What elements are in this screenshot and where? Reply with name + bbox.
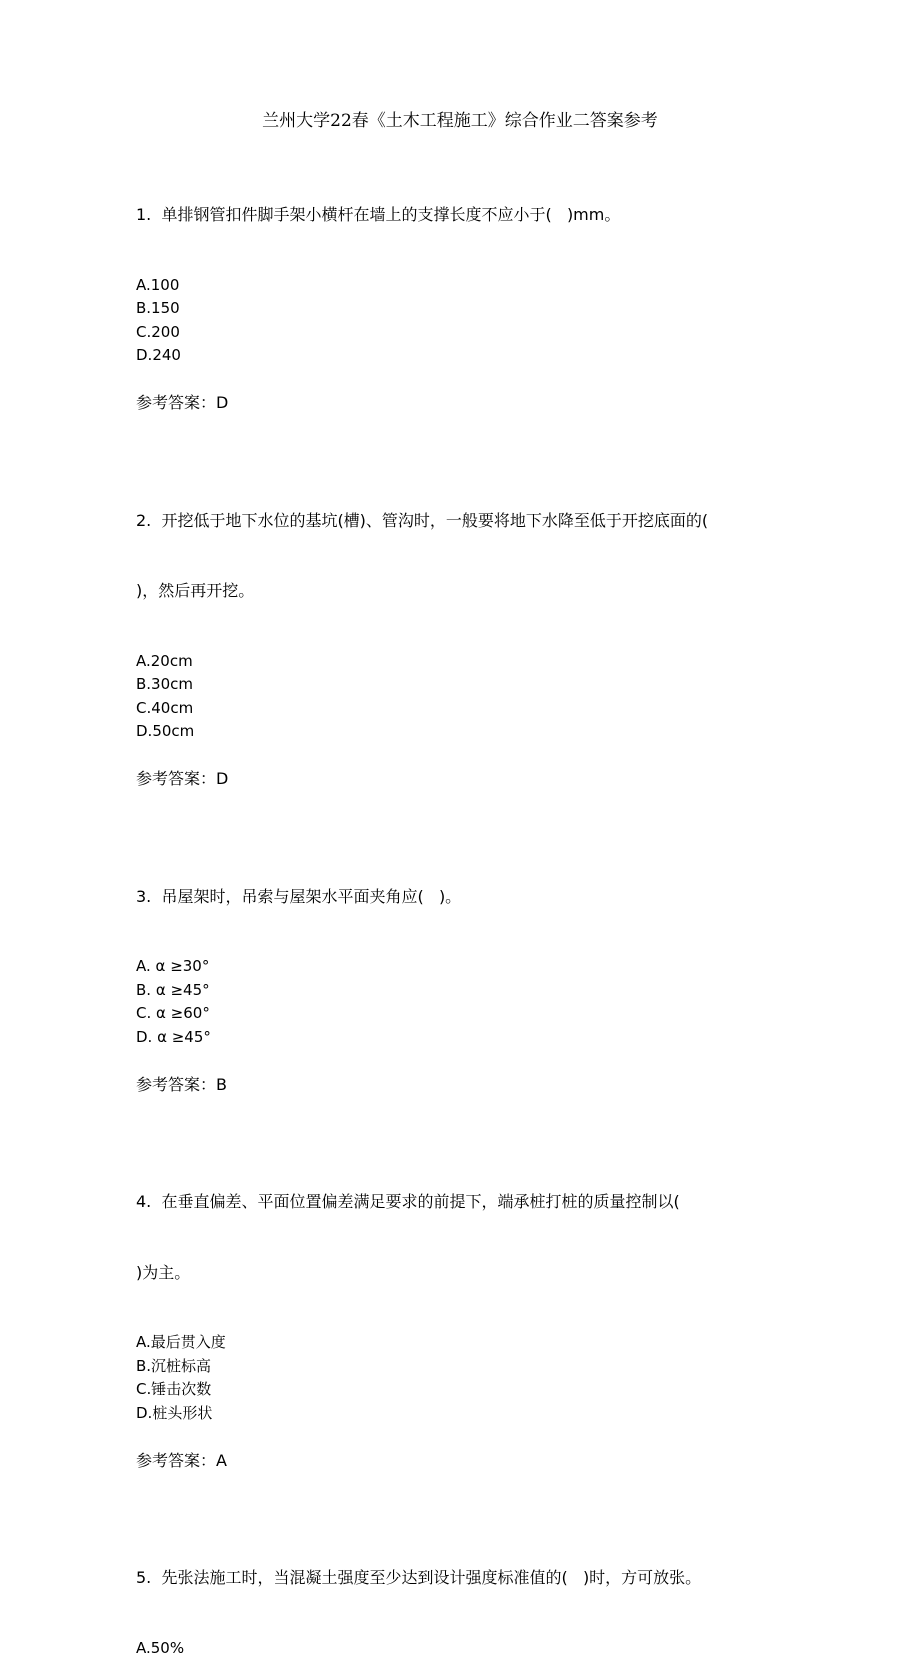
option-c: C. α ≥60° [136, 1002, 796, 1026]
option-c: C.锤击次数 [136, 1378, 796, 1402]
question-1 [136, 156, 796, 415]
option-c: C.200 [136, 321, 796, 345]
option-a: A.最后贯入度 [136, 1331, 796, 1355]
option-b: B. α ≥45° [136, 979, 796, 1003]
option-b: B.沉桩标高 [136, 1355, 796, 1379]
option-a: A.50% [136, 1637, 796, 1660]
reference-answer: 参考答案：D [136, 767, 796, 791]
question-list [136, 156, 796, 1660]
option-d: D.桩头形状 [136, 1402, 796, 1426]
question-stem-line: 2. 开挖低于地下水位的基坑(槽)、管沟时，一般要将地下水降至低于开挖底面的( [136, 509, 796, 533]
question-stem [136, 462, 796, 650]
question-4 [136, 1143, 796, 1472]
question-3 [136, 838, 796, 1097]
question-stem [136, 838, 796, 956]
option-d: D.240 [136, 344, 796, 368]
option-a: A.100 [136, 274, 796, 298]
option-d: D. α ≥45° [136, 1026, 796, 1050]
spacer [136, 415, 796, 462]
question-stem-line: 5. 先张法施工时，当混凝土强度至少达到设计强度标准值的( )时，方可放张。 [136, 1566, 796, 1590]
option-d: D.50cm [136, 720, 796, 744]
option-b: B.30cm [136, 673, 796, 697]
spacer [136, 791, 796, 838]
option-a: A.20cm [136, 650, 796, 674]
reference-answer: 参考答案：D [136, 391, 796, 415]
question-stem-line: )，然后再开挖。 [136, 579, 796, 603]
option-c: C.40cm [136, 697, 796, 721]
question-stem [136, 156, 796, 274]
reference-answer: 参考答案：A [136, 1449, 796, 1473]
question-stem [136, 1519, 796, 1637]
spacer [136, 1096, 796, 1143]
spacer [136, 1472, 796, 1519]
question-2 [136, 462, 796, 791]
reference-answer: 参考答案：B [136, 1073, 796, 1097]
option-a: A. α ≥30° [136, 955, 796, 979]
page-title: 兰州大学22春《土木工程施工》综合作业二答案参考 [0, 110, 920, 132]
question-stem [136, 1143, 796, 1331]
question-stem-line: 4. 在垂直偏差、平面位置偏差满足要求的前提下，端承桩打桩的质量控制以( [136, 1190, 796, 1214]
question-stem-line: )为主。 [136, 1261, 796, 1285]
question-stem-line: 1. 单排钢管扣件脚手架小横杆在墙上的支撑长度不应小于( )mm。 [136, 203, 796, 227]
question-5 [136, 1519, 796, 1660]
question-stem-line: 3. 吊屋架时，吊索与屋架水平面夹角应( )。 [136, 885, 796, 909]
option-b: B.150 [136, 297, 796, 321]
